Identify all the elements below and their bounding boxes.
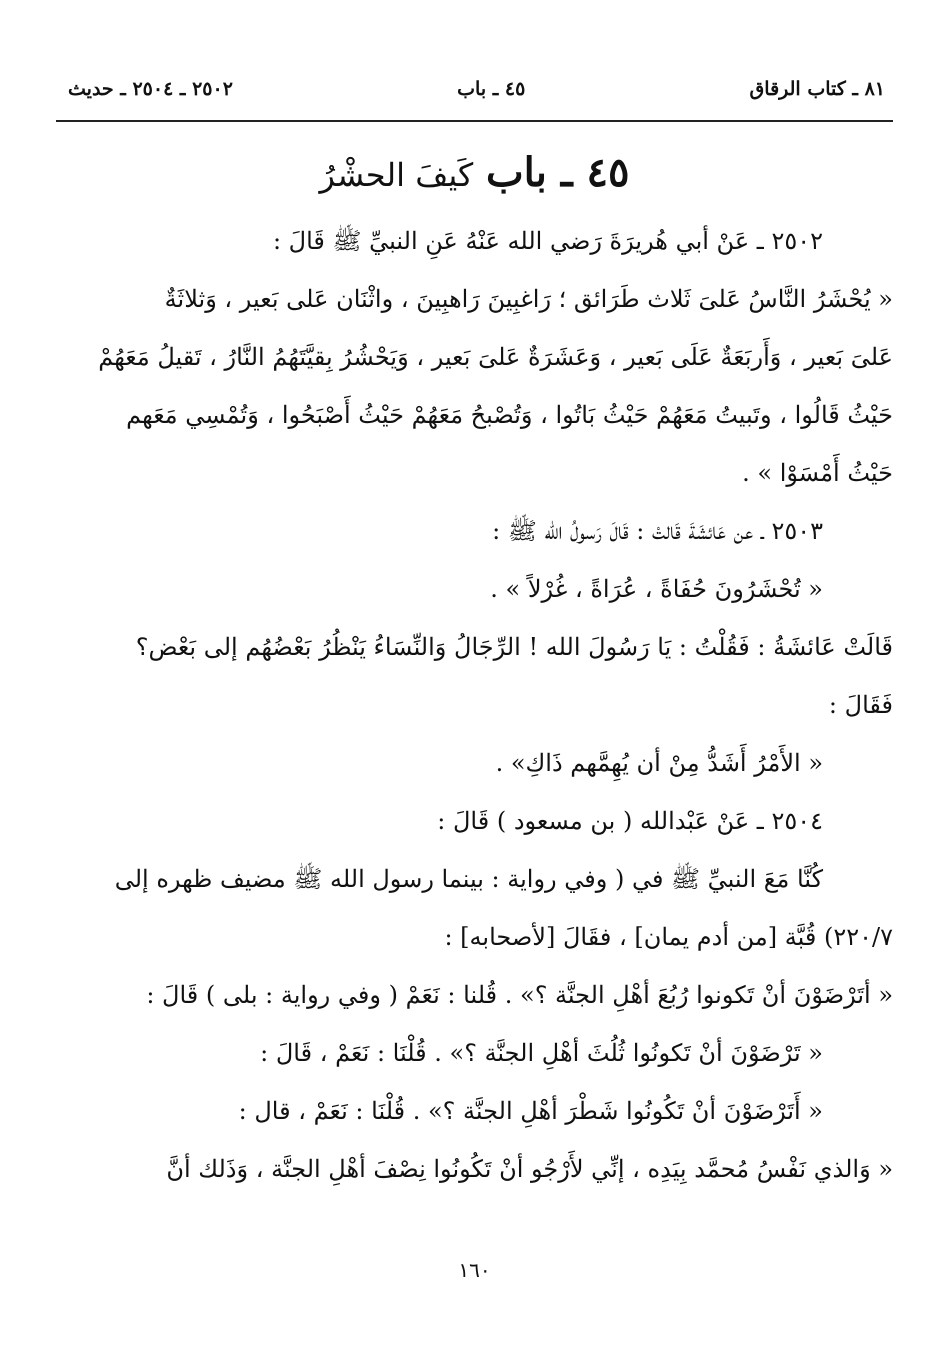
hadith-2503-intro: ٢٥٠٣ ـ عن عَائشَةَ قَالتْ : قَالَ رَسولُ الله ﷺ : <box>492 517 823 545</box>
hadith-2503-text-line: « تُحْشَرُونَ حُفَاةً ، عُرَاةً ، غُرْلاً » . <box>490 575 823 603</box>
header-divider <box>56 120 893 122</box>
header-hadith-range: ٢٥٠٢ ـ ٢٥٠٤ ـ حديث <box>68 78 233 100</box>
hadith-2504-text-line: « تَرْضَوْنَ أنْ تَكونُوا ثُلُثَ أهْلِ الجنَّة ؟» . قُلْنَا : نَعَمْ ، قَالَ : <box>260 1039 823 1067</box>
hadith-2503-text-line: « الأَمْرُ أَشَدُّ مِنْ أن يُهِمَّهم ذَاكِ» . <box>495 749 823 777</box>
hadith-2503-text-line: فَقَالَ : <box>828 691 893 719</box>
hadith-2504-text-line: كُنَّا مَعَ النبيِّ ﷺ في ( وفي رواية : بينما رسول الله ﷺ مضيف ظهره إلى <box>114 865 823 893</box>
hadith-2504-text-line: « أتَرْضَوْنَ أنْ تَكونوا رُبُعَ أهْلِ الجنَّة ؟» . قُلنا : نَعَمْ ( وفي رواية : بلى ) قَالَ : <box>146 981 893 1009</box>
hadith-2504-intro: ٢٥٠٤ ـ عَنْ عَبْدالله ( بن مسعود ) قَالَ : <box>437 807 823 835</box>
hadith-2502-text-line: « يُحْشَرُ النَّاسُ عَلىَ ثَلاث طَرَائق ؛ رَاغبِينَ رَاهبِينَ ، واثْنَان عَلى بَعير ، وَثلاثَةٌ <box>164 285 893 313</box>
chapter-heading <box>56 140 893 208</box>
hadith-2504-text-line: ٢٢٠/٧) قُبَّة [من أدم يمان] ، فقَالَ [لأصحابه] : <box>444 923 893 951</box>
hadith-2504-text-line: « أَتَرْضَوْنَ أنْ تَكُونُوا شَطْرَ أهْلِ الجنَّة ؟» . قُلْنَا : نَعَمْ ، قال : <box>238 1097 823 1125</box>
hadith-2502-intro: ٢٥٠٢ ـ عَنْ أبي هُريرَةَ رَضي الله عَنْهُ عَنِ النبيِّ ﷺ قَالَ : <box>272 227 823 255</box>
chapter-number: ٤٥ ـ باب <box>485 149 630 196</box>
page-body <box>56 140 893 1198</box>
hadith-2504-text-line: « وَالذي نَفْسُ مُحمَّد بِيَدِه ، إنِّي لأَرْجُو أنْ تَكُونُوا نِصْفَ أهْلِ الجنَّة ، وَذَلك أنَّ <box>166 1155 893 1183</box>
page-number: ١٦٠ <box>458 1258 491 1282</box>
header-book-title: ٨١ ـ كتاب الرقاق <box>749 78 885 100</box>
hadith-2503-text-line: قَالَتْ عَائشَةُ : فَقُلْتُ : يَا رَسُولَ الله ! الرِّجَالُ وَالنِّسَاءُ يَنْظُرُ بَعْضُهُم إلى بَعْض؟ <box>135 633 893 661</box>
running-header <box>56 78 893 120</box>
hadith-2502-text-line: عَلىَ بَعير ، وَأَربَعَةٌ عَلَى بَعير ، وَعَشَرَةٌ عَلىَ بَعير ، وَيَحْشُرُ بِقيَّتَهُمُ النَّارُ ، تَقيلُ مَعَهُمْ <box>98 343 893 371</box>
chapter-title: كَيفَ الحشْرُ <box>319 156 474 194</box>
hadith-2502-text-line: حَيْثُ أَمْسَوْا » . <box>742 459 893 487</box>
header-chapter: ٤٥ ـ باب <box>457 78 526 100</box>
hadith-2502-text-line: حَيْثُ قَالُوا ، وتَبيتُ مَعَهُمْ حَيْثُ بَاتُوا ، وَتُصْبحُ مَعَهُمْ حَيْثُ أَصْبَحُوا ، وَتُمْسِي مَعَهم <box>126 401 893 429</box>
